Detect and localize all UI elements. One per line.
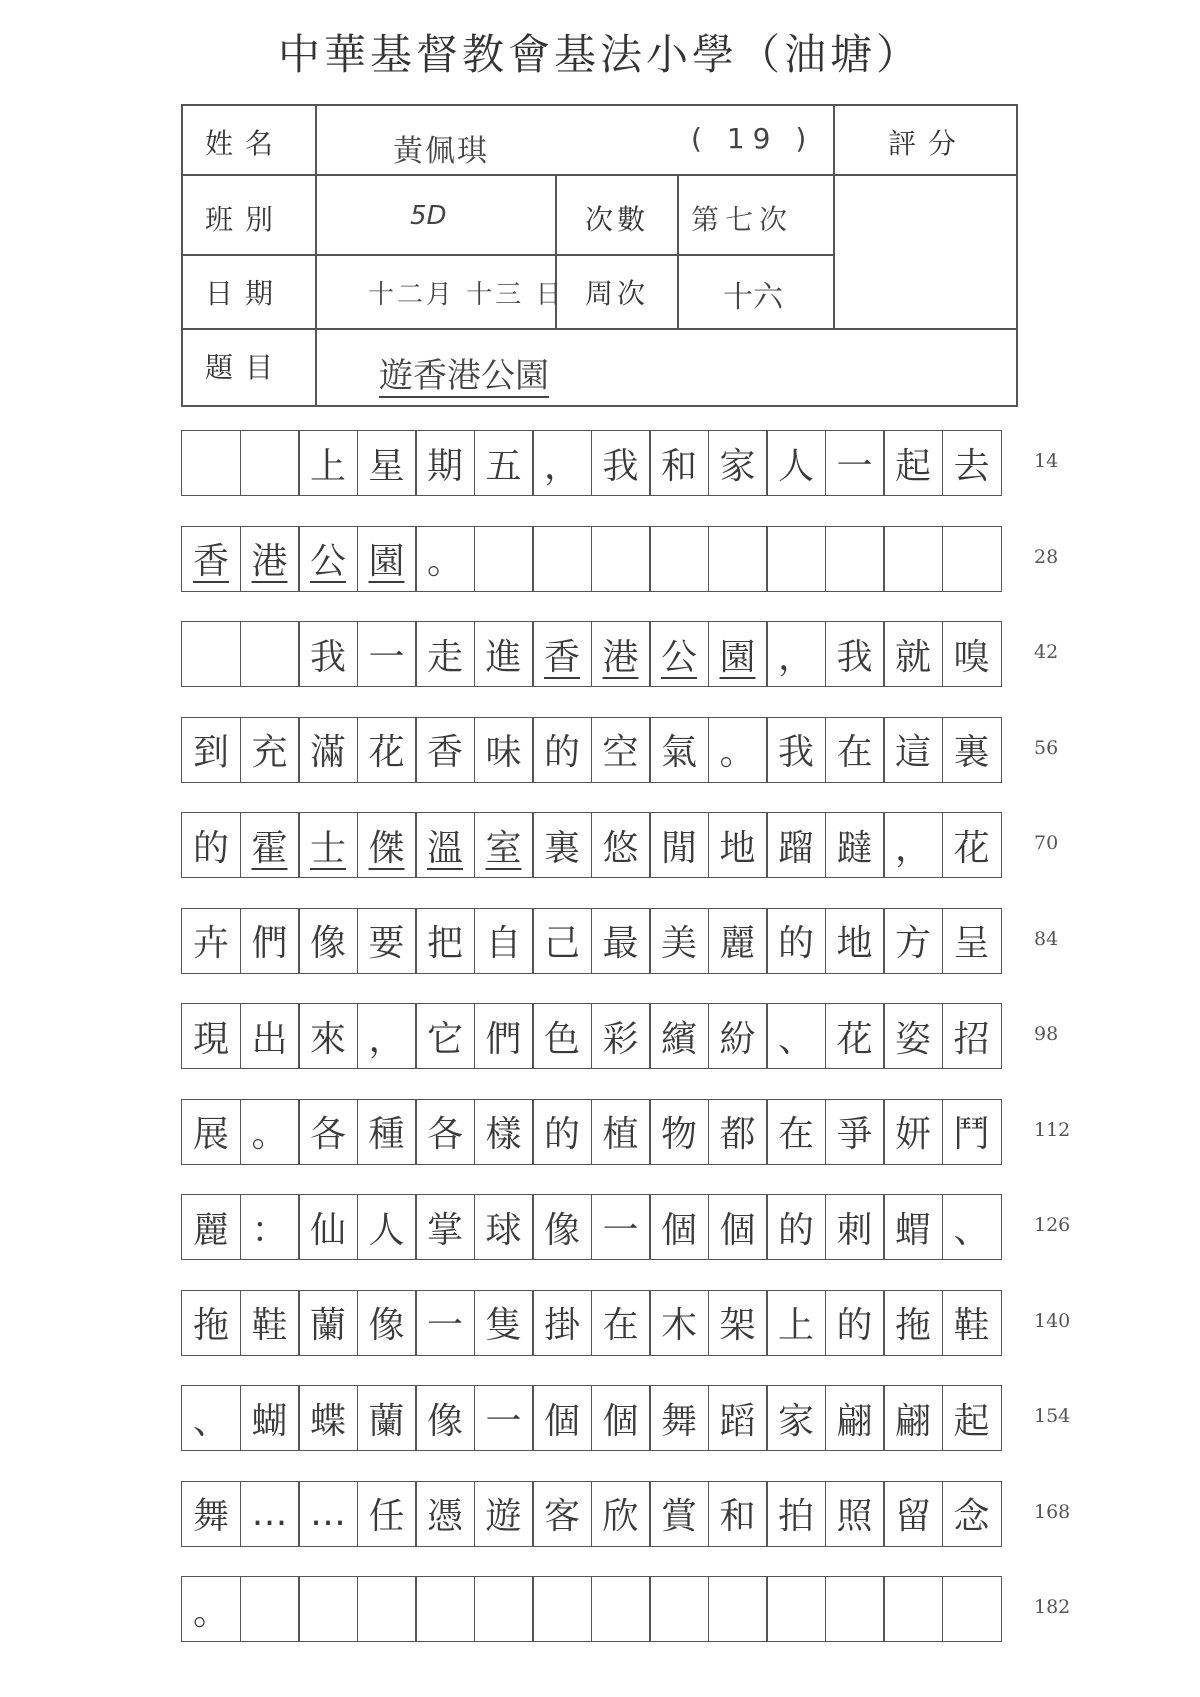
grid-cell [240, 621, 300, 687]
grid-row [181, 717, 1021, 783]
grid-cell: 上 [298, 430, 358, 496]
grid-cell: 蝴 [240, 1385, 300, 1451]
grid-cell: 各 [298, 1099, 358, 1165]
grid-cell: 溫 [415, 812, 475, 878]
grid-cell: 氣 [649, 717, 709, 783]
grid-cell: 在 [825, 717, 885, 783]
grid-cell [883, 1576, 943, 1642]
grid-cell [649, 1576, 709, 1642]
grid-cell: 、 [766, 1003, 826, 1069]
grid-cell: 的 [532, 1099, 592, 1165]
grid-cell: 家 [766, 1385, 826, 1451]
grid-cell: 、 [942, 1194, 1002, 1260]
topic-label: 題目 [205, 351, 286, 384]
grid-cell: 傑 [357, 812, 417, 878]
character-count: 84 [1034, 927, 1059, 950]
score-label: 評分 [888, 127, 969, 160]
grid-cell: 個 [708, 1194, 768, 1260]
class-value: 5D [410, 201, 447, 231]
grid-cell: ， [883, 812, 943, 878]
grid-cell: 香 [181, 526, 241, 592]
grid-cell: 拖 [181, 1290, 241, 1356]
grid-cell: 都 [708, 1099, 768, 1165]
grid-cell [357, 1576, 417, 1642]
grid-cell: 地 [708, 812, 768, 878]
grid-row [181, 1290, 1021, 1356]
grid-cell: 憑 [415, 1481, 475, 1547]
grid-cell: 掛 [532, 1290, 592, 1356]
grid-cell [532, 526, 592, 592]
grid-cell: 客 [532, 1481, 592, 1547]
grid-cell: 紛 [708, 1003, 768, 1069]
grid-cell: 鬥 [942, 1099, 1002, 1165]
grid-cell: 一 [415, 1290, 475, 1356]
grid-cell: 隻 [474, 1290, 534, 1356]
grid-cell: 仙 [298, 1194, 358, 1260]
info-divider [833, 106, 835, 328]
grid-cell: 起 [883, 430, 943, 496]
grid-cell: 來 [298, 1003, 358, 1069]
info-divider [183, 328, 1016, 330]
name-value: 黃佩琪 [393, 134, 489, 169]
character-count: 126 [1034, 1214, 1071, 1236]
grid-cell: 樣 [474, 1099, 534, 1165]
grid-cell: 空 [591, 717, 651, 783]
grid-row [181, 1099, 1021, 1165]
grid-cell: 留 [883, 1481, 943, 1547]
grid-cell: 悠 [591, 812, 651, 878]
grid-cell: 在 [591, 1290, 651, 1356]
character-count: 182 [1034, 1596, 1071, 1618]
grid-cell: 色 [532, 1003, 592, 1069]
grid-cell: 蹈 [708, 1385, 768, 1451]
grid-cell: 在 [766, 1099, 826, 1165]
grid-cell: 卉 [181, 908, 241, 974]
topic-value: 遊香港公園 [379, 356, 549, 396]
info-divider [677, 174, 679, 328]
grid-cell: 彩 [591, 1003, 651, 1069]
grid-cell: 。 [181, 1576, 241, 1642]
character-count: 168 [1034, 1500, 1071, 1523]
grid-cell: 的 [766, 908, 826, 974]
grid-cell: 美 [649, 908, 709, 974]
grid-cell [942, 1576, 1002, 1642]
grid-cell: 翩 [825, 1385, 885, 1451]
grid-cell [591, 526, 651, 592]
grid-cell [415, 1576, 475, 1642]
grid-cell: … [240, 1481, 300, 1547]
grid-cell [298, 1576, 358, 1642]
grid-cell [825, 1576, 885, 1642]
grid-cell: 爭 [825, 1099, 885, 1165]
grid-row [181, 621, 1021, 687]
grid-cell: 招 [942, 1003, 1002, 1069]
grid-row [181, 526, 1021, 592]
grid-cell: 刺 [825, 1194, 885, 1260]
grid-cell: 像 [532, 1194, 592, 1260]
grid-cell: 掌 [415, 1194, 475, 1260]
grid-cell: 姿 [883, 1003, 943, 1069]
school-title: 中華基督教會基法小學（油塘） [277, 30, 922, 79]
character-count: 154 [1034, 1405, 1071, 1427]
grid-cell: 公 [649, 621, 709, 687]
grid-cell: 個 [591, 1385, 651, 1451]
grid-cell: 己 [532, 908, 592, 974]
grid-cell: 地 [825, 908, 885, 974]
grid-row [181, 1194, 1021, 1260]
grid-cell: 架 [708, 1290, 768, 1356]
grid-cell: 植 [591, 1099, 651, 1165]
grid-cell: 的 [532, 717, 592, 783]
character-count: 70 [1034, 832, 1059, 854]
grid-cell: 欣 [591, 1481, 651, 1547]
grid-cell: 們 [240, 908, 300, 974]
grid-cell: 把 [415, 908, 475, 974]
grid-cell: 鞋 [942, 1290, 1002, 1356]
times-value: 第七次 [691, 203, 794, 236]
grid-cell: ， [532, 430, 592, 496]
grid-cell: 舞 [649, 1385, 709, 1451]
week-label: 周次 [585, 277, 650, 310]
grid-cell: 裏 [532, 812, 592, 878]
grid-cell: 展 [181, 1099, 241, 1165]
grid-cell: ， [766, 621, 826, 687]
grid-cell [591, 1576, 651, 1642]
grid-cell: 園 [357, 526, 417, 592]
grid-cell [240, 1576, 300, 1642]
grid-cell: 們 [474, 1003, 534, 1069]
grid-cell: 像 [415, 1385, 475, 1451]
info-table [181, 104, 1018, 407]
grid-cell: 出 [240, 1003, 300, 1069]
grid-cell: 起 [942, 1385, 1002, 1451]
week-value: 十六 [723, 280, 783, 315]
grid-cell: 我 [298, 621, 358, 687]
grid-cell: 室 [474, 812, 534, 878]
grid-cell: 、 [181, 1385, 241, 1451]
grid-cell: 舞 [181, 1481, 241, 1547]
grid-cell: 一 [474, 1385, 534, 1451]
grid-cell: 的 [766, 1194, 826, 1260]
grid-cell: 港 [591, 621, 651, 687]
grid-cell: 。 [240, 1099, 300, 1165]
date-label: 日期 [205, 277, 286, 310]
grid-row [181, 1481, 1021, 1547]
grid-cell: 去 [942, 430, 1002, 496]
grid-cell: 呈 [942, 908, 1002, 974]
grid-cell: 妍 [883, 1099, 943, 1165]
grid-cell: 和 [649, 430, 709, 496]
grid-cell: 麗 [708, 908, 768, 974]
grid-cell: 躂 [825, 812, 885, 878]
grid-cell [942, 526, 1002, 592]
grid-cell: 我 [766, 717, 826, 783]
grid-cell: 閒 [649, 812, 709, 878]
grid-cell: 味 [474, 717, 534, 783]
class-label: 班別 [205, 203, 286, 236]
grid-cell: 蘭 [357, 1385, 417, 1451]
grid-cell: 一 [357, 621, 417, 687]
grid-cell: 五 [474, 430, 534, 496]
grid-cell: 現 [181, 1003, 241, 1069]
name-label: 姓名 [205, 127, 286, 160]
grid-cell: 人 [766, 430, 826, 496]
grid-row [181, 430, 1021, 496]
grid-cell: 蝟 [883, 1194, 943, 1260]
grid-cell: 滿 [298, 717, 358, 783]
grid-row [181, 1385, 1021, 1451]
grid-cell: 星 [357, 430, 417, 496]
grid-cell: 上 [766, 1290, 826, 1356]
grid-cell: 任 [357, 1481, 417, 1547]
grid-cell: 球 [474, 1194, 534, 1260]
grid-cell: 各 [415, 1099, 475, 1165]
grid-cell: 和 [708, 1481, 768, 1547]
grid-cell: 念 [942, 1481, 1002, 1547]
grid-cell: 木 [649, 1290, 709, 1356]
grid-cell [825, 526, 885, 592]
grid-cell [649, 526, 709, 592]
grid-cell [474, 526, 534, 592]
grid-cell: 我 [825, 621, 885, 687]
grid-cell: 種 [357, 1099, 417, 1165]
grid-cell: 走 [415, 621, 475, 687]
character-count: 98 [1034, 1023, 1059, 1045]
grid-cell: 。 [708, 717, 768, 783]
grid-cell: 像 [357, 1290, 417, 1356]
character-count: 112 [1034, 1118, 1071, 1141]
grid-cell [181, 430, 241, 496]
grid-cell [708, 526, 768, 592]
grid-cell: 園 [708, 621, 768, 687]
grid-cell: 家 [708, 430, 768, 496]
grid-cell: 香 [415, 717, 475, 783]
grid-cell: … [298, 1481, 358, 1547]
grid-cell: 像 [298, 908, 358, 974]
grid-cell [708, 1576, 768, 1642]
seat-number: ( 19 ) [691, 122, 815, 155]
grid-cell: 照 [825, 1481, 885, 1547]
grid-cell: 香 [532, 621, 592, 687]
grid-cell: 蹓 [766, 812, 826, 878]
grid-cell: 個 [532, 1385, 592, 1451]
grid-cell: 物 [649, 1099, 709, 1165]
grid-cell [474, 1576, 534, 1642]
date-value: 十二月 十三 日 [368, 280, 565, 310]
grid-row [181, 1576, 1021, 1642]
character-count: 56 [1034, 736, 1059, 759]
grid-cell: 我 [591, 430, 651, 496]
grid-cell: 到 [181, 717, 241, 783]
grid-row [181, 812, 1021, 878]
grid-cell: 個 [649, 1194, 709, 1260]
grid-cell: 拖 [883, 1290, 943, 1356]
grid-cell: 拍 [766, 1481, 826, 1547]
grid-cell: 人 [357, 1194, 417, 1260]
grid-cell: 港 [240, 526, 300, 592]
grid-cell: 期 [415, 430, 475, 496]
grid-row [181, 1003, 1021, 1069]
grid-cell: 自 [474, 908, 534, 974]
grid-cell: 。 [415, 526, 475, 592]
info-divider [183, 254, 833, 256]
grid-cell: 繽 [649, 1003, 709, 1069]
grid-cell: 霍 [240, 812, 300, 878]
grid-cell [883, 526, 943, 592]
grid-cell: 花 [942, 812, 1002, 878]
character-count: 42 [1034, 641, 1059, 663]
grid-cell: 的 [181, 812, 241, 878]
grid-cell [766, 526, 826, 592]
grid-cell: 麗 [181, 1194, 241, 1260]
character-count: 140 [1034, 1309, 1071, 1332]
grid-row [181, 908, 1021, 974]
info-divider [315, 106, 317, 405]
grid-cell [181, 621, 241, 687]
info-divider [183, 174, 1016, 176]
grid-cell [532, 1576, 592, 1642]
grid-cell: 翩 [883, 1385, 943, 1451]
grid-cell: 花 [357, 717, 417, 783]
grid-cell [766, 1576, 826, 1642]
character-count: 14 [1034, 450, 1059, 472]
grid-cell: ： [240, 1194, 300, 1260]
grid-cell: 賞 [649, 1481, 709, 1547]
grid-cell: 充 [240, 717, 300, 783]
grid-cell: 最 [591, 908, 651, 974]
grid-cell: 方 [883, 908, 943, 974]
grid-cell: ， [357, 1003, 417, 1069]
grid-cell: 蘭 [298, 1290, 358, 1356]
grid-cell: 的 [825, 1290, 885, 1356]
times-label: 次數 [585, 203, 650, 236]
grid-cell: 鞋 [240, 1290, 300, 1356]
grid-cell: 士 [298, 812, 358, 878]
grid-cell: 嗅 [942, 621, 1002, 687]
grid-cell: 裏 [942, 717, 1002, 783]
grid-cell [240, 430, 300, 496]
grid-cell: 一 [591, 1194, 651, 1260]
grid-cell: 一 [825, 430, 885, 496]
character-count: 28 [1034, 545, 1059, 568]
grid-cell: 要 [357, 908, 417, 974]
grid-cell: 它 [415, 1003, 475, 1069]
grid-cell: 公 [298, 526, 358, 592]
grid-cell: 蝶 [298, 1385, 358, 1451]
grid-cell: 這 [883, 717, 943, 783]
grid-cell: 就 [883, 621, 943, 687]
grid-cell: 花 [825, 1003, 885, 1069]
grid-cell: 進 [474, 621, 534, 687]
grid-cell: 遊 [474, 1481, 534, 1547]
